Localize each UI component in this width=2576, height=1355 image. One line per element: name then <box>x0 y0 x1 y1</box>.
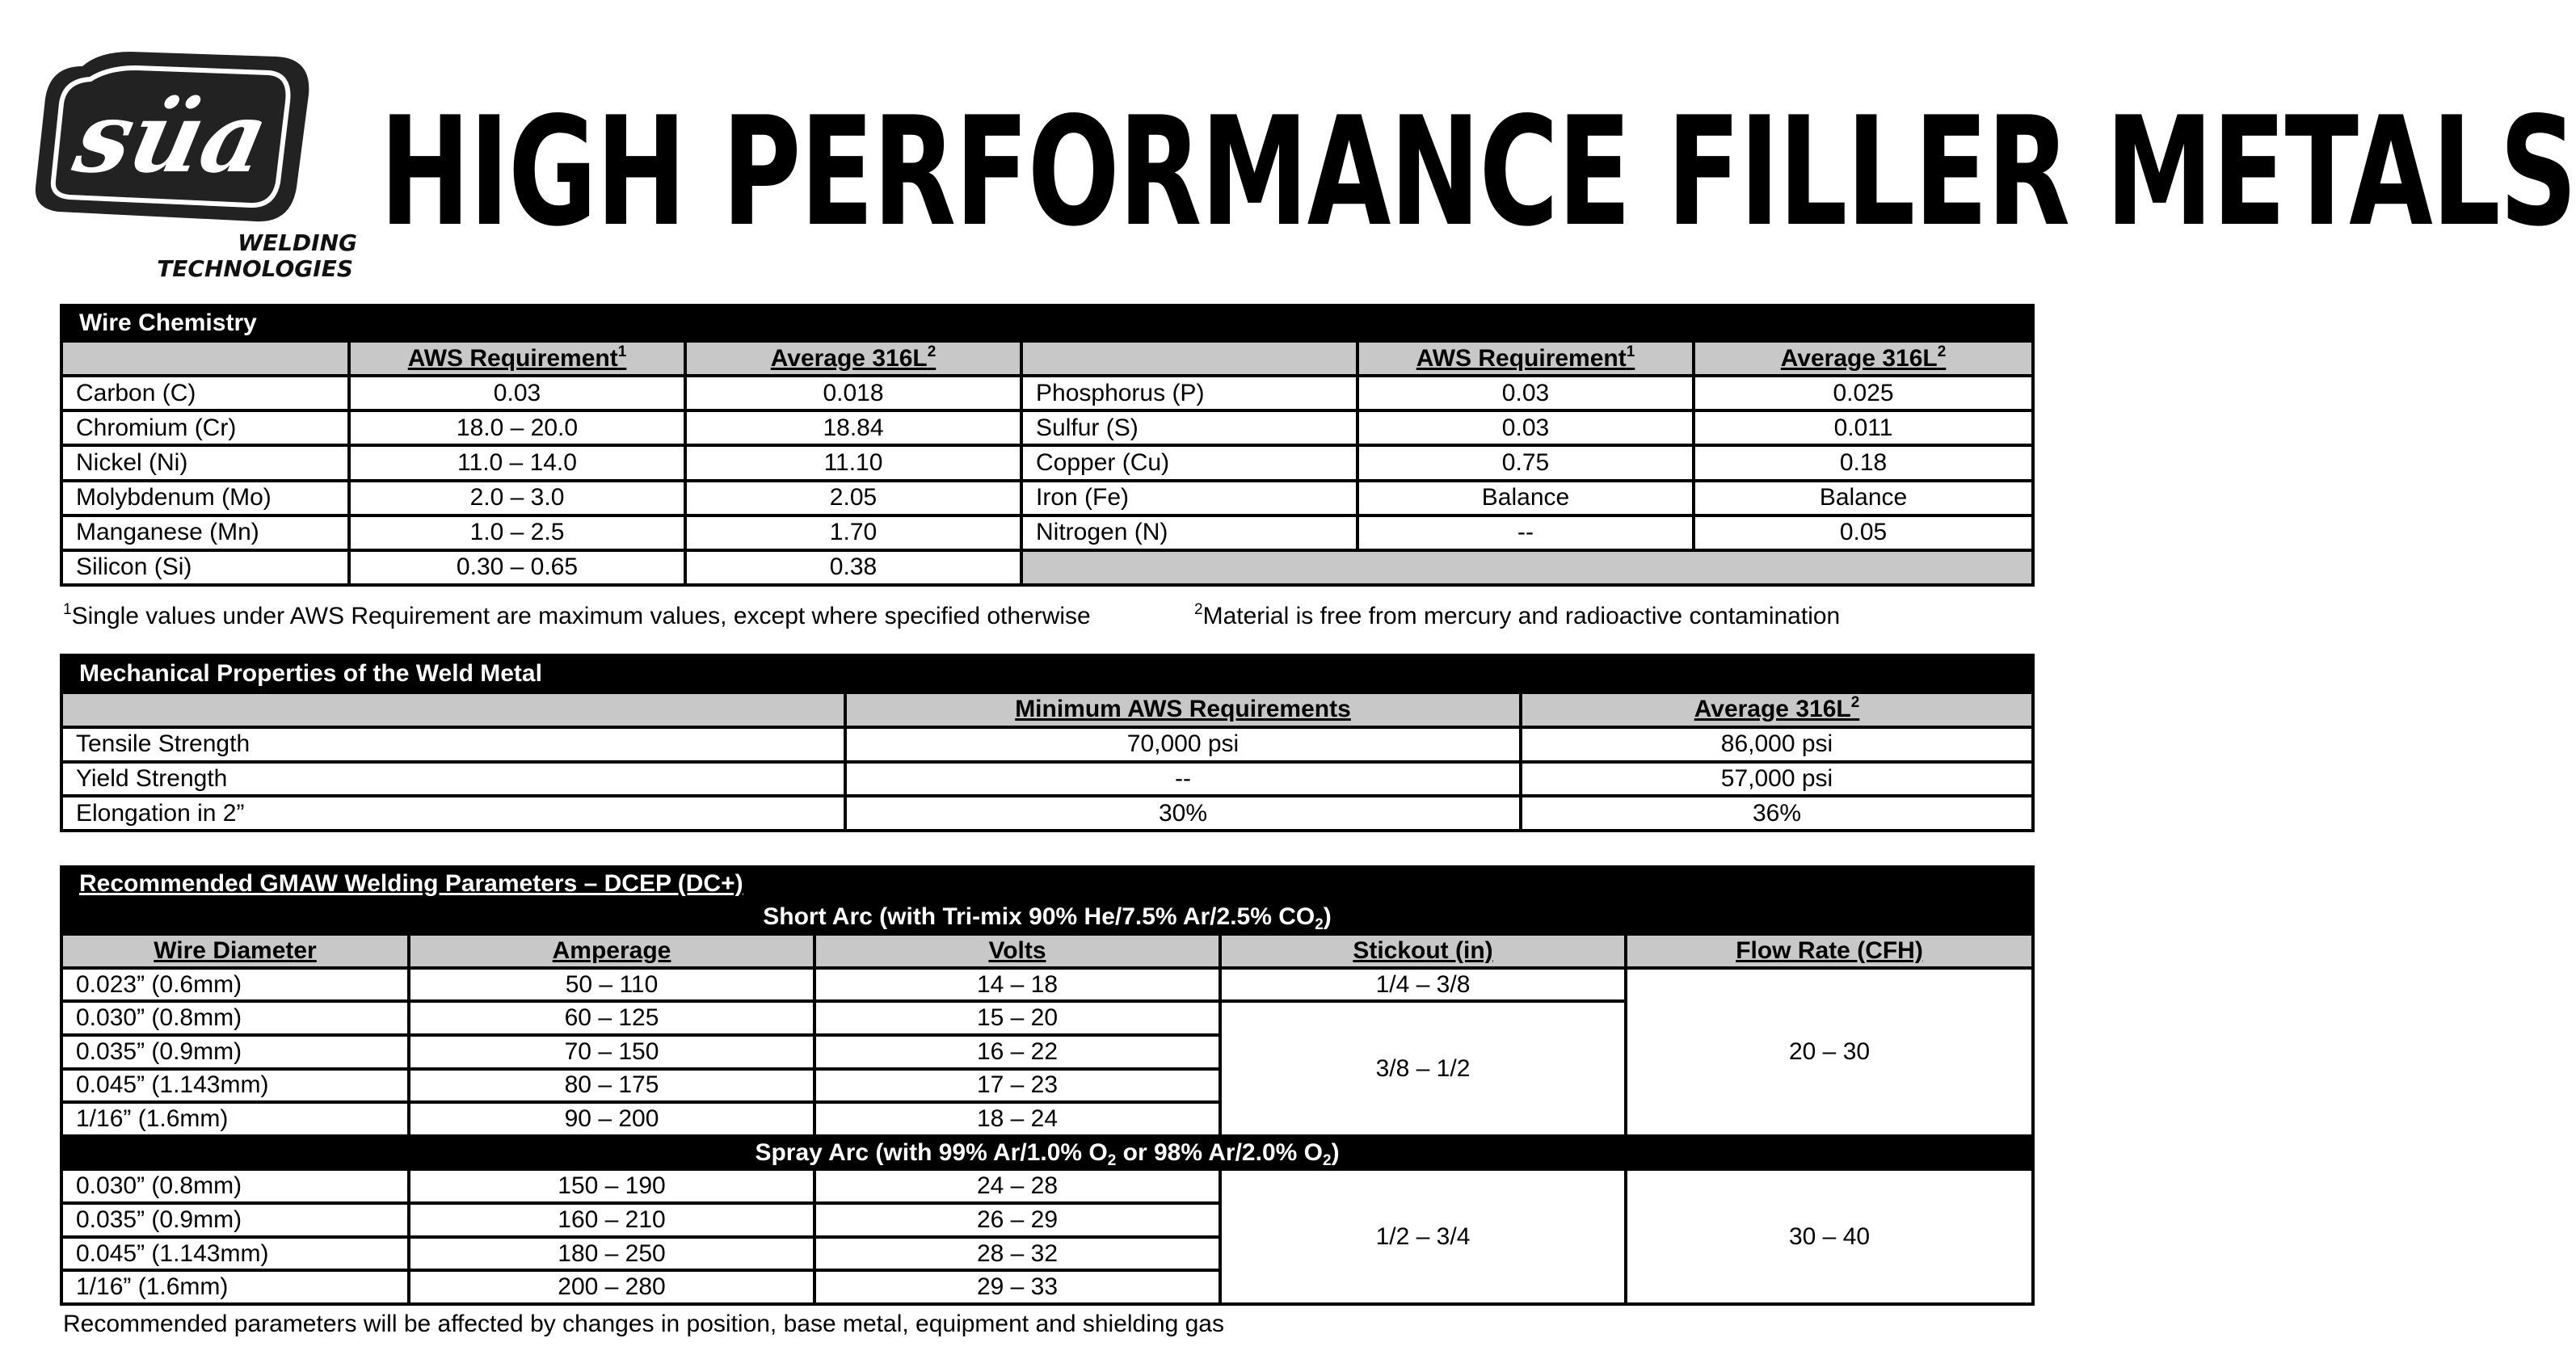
table-row <box>61 481 2033 515</box>
gmaw-title: Recommended GMAW Welding Parameters – DCEP (DC+) <box>61 867 2033 901</box>
min-value: 30% <box>845 796 1521 831</box>
element-name: Copper (Cu) <box>1021 445 1357 480</box>
footnote-mark: 1 <box>63 601 72 618</box>
spray-arc-bar <box>61 1136 2033 1170</box>
header-avg-text: Average 316L <box>1694 696 1851 723</box>
avg-value: 0.18 <box>1694 445 2033 480</box>
wire-diameter: 0.045” (1.143mm) <box>61 1069 409 1103</box>
table-row <box>61 410 2033 445</box>
footnote-mark: 1 <box>1626 343 1635 360</box>
header-flow-rate: Flow Rate (CFH) <box>1626 934 2033 968</box>
aws-value: 1.0 – 2.5 <box>349 515 685 550</box>
gmaw-parameters-table <box>60 865 2035 1306</box>
logo-text-welding: WELDING <box>238 229 357 256</box>
mechanical-properties-table <box>60 654 2035 832</box>
footnote-mark: 2 <box>927 343 937 360</box>
parameters-footnote: Recommended parameters will be affected by changes in position, base metal, equipment and shielding gas <box>63 1311 1224 1337</box>
volts: 28 – 32 <box>814 1237 1220 1271</box>
logo-text-technologies: TECHNOLOGIES <box>157 255 353 282</box>
wire-diameter: 0.023” (0.6mm) <box>61 968 409 1002</box>
wire-diameter: 1/16” (1.6mm) <box>61 1102 409 1136</box>
avg-value: 2.05 <box>685 481 1021 515</box>
aws-value: 18.0 – 20.0 <box>349 410 685 445</box>
amperage: 150 – 190 <box>409 1169 814 1203</box>
amperage: 70 – 150 <box>409 1035 814 1069</box>
avg-value: 1.70 <box>685 515 1021 550</box>
header-volts: Volts <box>814 934 1220 968</box>
spray-arc-text-mid: or 98% Ar/2.0% O <box>1116 1138 1323 1166</box>
avg-value: 18.84 <box>685 410 1021 445</box>
amperage: 90 – 200 <box>409 1102 814 1136</box>
gmaw-header-row <box>61 934 2033 968</box>
avg-value: 0.38 <box>685 550 1021 585</box>
header-aws-requirement <box>349 341 685 376</box>
volts: 16 – 22 <box>814 1035 1220 1069</box>
avg-value: 86,000 psi <box>1521 727 2033 762</box>
wire-chemistry-table <box>60 304 2035 587</box>
sua-welding-logo <box>34 50 373 284</box>
stickout: 1/2 – 3/4 <box>1220 1169 1626 1304</box>
aws-value: -- <box>1357 515 1694 550</box>
avg-value: 0.05 <box>1694 515 2033 550</box>
chemistry-footnote-1 <box>63 603 1091 630</box>
table-row <box>61 968 2033 1002</box>
element-name: Nitrogen (N) <box>1021 515 1357 550</box>
avg-value: Balance <box>1694 481 2033 515</box>
element-name: Manganese (Mn) <box>61 515 349 550</box>
empty-filler-cell <box>1021 550 2033 585</box>
min-value: -- <box>845 762 1521 797</box>
property-name: Yield Strength <box>61 762 845 797</box>
element-name: Carbon (C) <box>61 376 349 410</box>
element-name: Chromium (Cr) <box>61 410 349 445</box>
wire-chemistry-title: Wire Chemistry <box>61 305 2033 341</box>
wire-diameter: 0.030” (0.8mm) <box>61 1169 409 1203</box>
header-avg-text: Average 316L <box>1780 344 1938 372</box>
amperage: 80 – 175 <box>409 1069 814 1103</box>
amperage: 50 – 110 <box>409 968 814 1002</box>
wire-diameter: 0.035” (0.9mm) <box>61 1203 409 1237</box>
footnote-mark: 2 <box>1937 343 1947 360</box>
volts: 26 – 29 <box>814 1203 1220 1237</box>
table-row <box>61 1169 2033 1203</box>
aws-value: Balance <box>1357 481 1694 515</box>
wire-diameter: 0.035” (0.9mm) <box>61 1035 409 1069</box>
table-row <box>61 550 2033 585</box>
header-avg-text: Average 316L <box>770 344 928 372</box>
header-min-aws: Minimum AWS Requirements <box>845 692 1521 727</box>
flow-rate: 30 – 40 <box>1626 1169 2033 1304</box>
table-row <box>61 515 2033 550</box>
amperage: 60 – 125 <box>409 1001 814 1035</box>
avg-value: 57,000 psi <box>1521 762 2033 797</box>
logo-monogram: süa <box>65 80 278 195</box>
avg-value: 0.018 <box>685 376 1021 410</box>
footnote-mark: 1 <box>617 343 627 360</box>
page-title: HIGH PERFORMANCE FILLER METALS <box>380 84 2576 259</box>
spray-arc-text-end: ) <box>1331 1138 1340 1166</box>
aws-value: 0.75 <box>1357 445 1694 480</box>
header-blank <box>1021 341 1357 376</box>
avg-value: 36% <box>1521 796 2033 831</box>
element-name: Phosphorus (P) <box>1021 376 1357 410</box>
short-arc-text-end: ) <box>1323 903 1332 931</box>
footnote-text: Material is free from mercury and radioactive contamination <box>1202 603 1841 629</box>
stickout: 1/4 – 3/8 <box>1220 968 1626 1002</box>
header-aws-requirement <box>1357 341 1694 376</box>
element-name: Molybdenum (Mo) <box>61 481 349 515</box>
aws-value: 0.03 <box>1357 376 1694 410</box>
element-name: Silicon (Si) <box>61 550 349 585</box>
header-average-316l <box>1694 341 2033 376</box>
footnote-text: Single values under AWS Requirement are maximum values, except where specified otherwise <box>71 603 1091 629</box>
volts: 29 – 33 <box>814 1270 1220 1304</box>
aws-value: 2.0 – 3.0 <box>349 481 685 515</box>
subscript: 2 <box>1107 1151 1117 1169</box>
min-value: 70,000 psi <box>845 727 1521 762</box>
aws-value: 0.30 – 0.65 <box>349 550 685 585</box>
amperage: 200 – 280 <box>409 1270 814 1304</box>
spray-arc-title <box>61 1136 2033 1170</box>
aws-value: 11.0 – 14.0 <box>349 445 685 480</box>
chemistry-footnote-2 <box>1194 603 1840 630</box>
element-name: Sulfur (S) <box>1021 410 1357 445</box>
volts: 14 – 18 <box>814 968 1220 1002</box>
header-average-316l <box>685 341 1021 376</box>
header-stickout: Stickout (in) <box>1220 934 1626 968</box>
gmaw-title-bar <box>61 867 2033 901</box>
table-row <box>61 762 2033 797</box>
avg-value: 0.025 <box>1694 376 2033 410</box>
short-arc-text: Short Arc (with Tri-mix 90% He/7.5% Ar/2.5% CO <box>763 903 1315 931</box>
header-amperage: Amperage <box>409 934 814 968</box>
header-blank <box>61 692 845 727</box>
header-blank <box>61 341 349 376</box>
wire-diameter: 1/16” (1.6mm) <box>61 1270 409 1304</box>
property-name: Tensile Strength <box>61 727 845 762</box>
flow-rate: 20 – 30 <box>1626 968 2033 1136</box>
mechanical-header-row <box>61 692 2033 727</box>
header-wire-diameter: Wire Diameter <box>61 934 409 968</box>
element-name: Iron (Fe) <box>1021 481 1357 515</box>
header-aws-text: AWS Requirement <box>407 344 618 372</box>
wire-chemistry-header-row <box>61 341 2033 376</box>
short-arc-title <box>61 901 2033 935</box>
short-arc-bar <box>61 901 2033 935</box>
header-aws-text: AWS Requirement <box>1416 344 1627 372</box>
amperage: 160 – 210 <box>409 1203 814 1237</box>
volts: 18 – 24 <box>814 1102 1220 1136</box>
spray-arc-text: Spray Arc (with 99% Ar/1.0% O <box>755 1138 1108 1166</box>
amperage: 180 – 250 <box>409 1237 814 1271</box>
footnote-mark: 2 <box>1850 694 1860 712</box>
volts: 17 – 23 <box>814 1069 1220 1103</box>
stickout: 3/8 – 1/2 <box>1220 1001 1626 1135</box>
wire-diameter: 0.045” (1.143mm) <box>61 1237 409 1271</box>
element-name: Nickel (Ni) <box>61 445 349 480</box>
mechanical-title: Mechanical Properties of the Weld Metal <box>61 655 2033 692</box>
table-row <box>61 445 2033 480</box>
avg-value: 0.011 <box>1694 410 2033 445</box>
aws-value: 0.03 <box>349 376 685 410</box>
subscript: 2 <box>1315 916 1324 934</box>
wire-chemistry-title-bar <box>61 305 2033 341</box>
table-row <box>61 376 2033 410</box>
aws-value: 0.03 <box>1357 410 1694 445</box>
footnote-mark: 2 <box>1194 601 1203 618</box>
header-average-316l <box>1521 692 2033 727</box>
table-row <box>61 727 2033 762</box>
table-row <box>61 796 2033 831</box>
volts: 24 – 28 <box>814 1169 1220 1203</box>
mechanical-title-bar <box>61 655 2033 692</box>
subscript: 2 <box>1322 1151 1332 1169</box>
volts: 15 – 20 <box>814 1001 1220 1035</box>
wire-diameter: 0.030” (0.8mm) <box>61 1001 409 1035</box>
avg-value: 11.10 <box>685 445 1021 480</box>
property-name: Elongation in 2” <box>61 796 845 831</box>
